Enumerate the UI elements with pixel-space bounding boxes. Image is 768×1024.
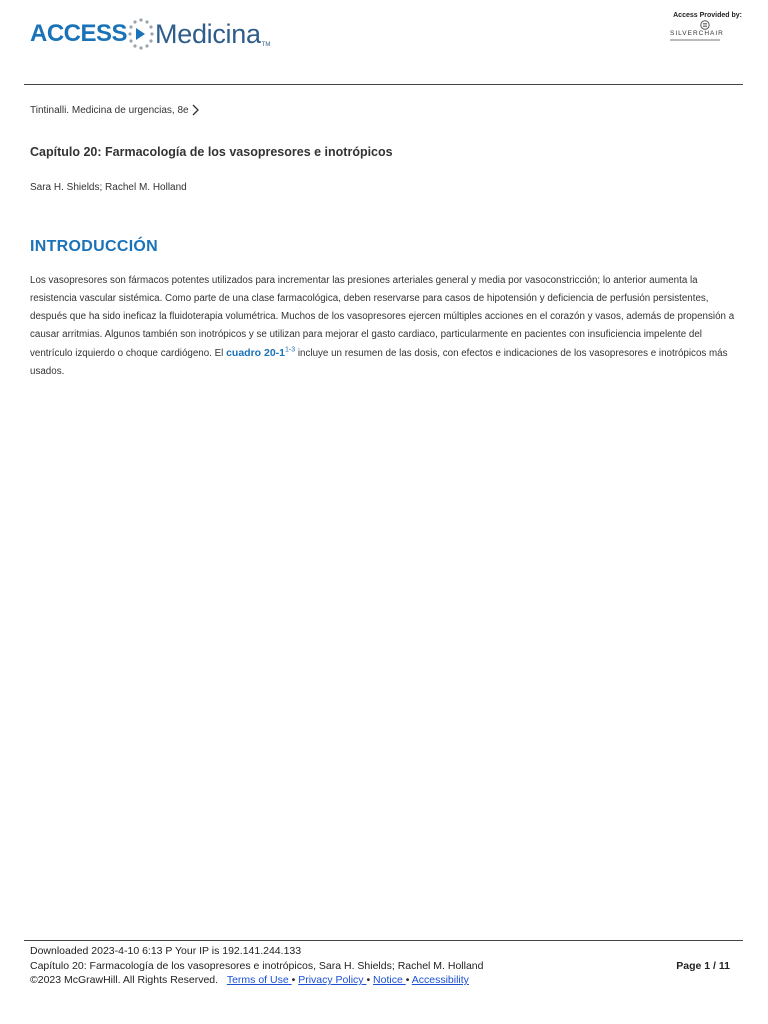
privacy-policy-link[interactable]: Privacy Policy: [298, 974, 367, 986]
footer-separator: •: [291, 974, 299, 986]
footer-separator: •: [405, 974, 412, 986]
copyright-line: [30, 973, 738, 988]
citation-line: Capítulo 20: Farmacología de los vasopresores e inotrópicos, Sara H. Shields; Rachel M. Holland: [30, 959, 484, 972]
provider-label: Access Provided by:: [673, 12, 742, 19]
page-header: [0, 0, 768, 85]
paragraph-text-start: Los vasopresores son fármacos potentes utilizados para incrementar las presiones arteriales general y media por vasoconstricción; lo anterior aumenta la resistencia vascular sistémica. Como parte de una clase farmacológica, deben reservarse para casos de hipotensión y deficiencia de perfusión persistentes, después que ha sido ineficaz la fluidoterapia volumétrica. Muchos de los vasopresores ejercen múltiples acciones en el corazón y vasos, además de propensión a causar arritmias. Algunos también son inotrópicos y se utilizan para mejorar el gasto cardiaco, particularmente en pacientes con insuficiencia impelente del ventrículo izquierdo o choque cardiógeno. El: [30, 275, 735, 359]
footer-divider: [24, 940, 743, 941]
chapter-authors: Sara H. Shields; Rachel M. Holland: [30, 182, 187, 193]
arrow-logo-icon: [128, 17, 154, 51]
intro-paragraph: [30, 272, 736, 381]
reference-superscript[interactable]: 1-3: [285, 346, 296, 354]
table-20-1-link[interactable]: cuadro 20-1: [226, 347, 286, 359]
provider-tagline: [670, 39, 720, 41]
accessibility-link[interactable]: Accessibility: [411, 974, 469, 986]
terms-of-use-link[interactable]: Terms of Use: [226, 974, 292, 986]
access-provider: [668, 12, 742, 41]
download-info: Downloaded 2023-4-10 6:13 P Your IP is 192.141.244.133: [30, 945, 302, 957]
logo-trademark: TM: [261, 42, 271, 48]
section-heading: INTRODUCCIÓN: [30, 238, 159, 255]
notice-link[interactable]: Notice: [373, 974, 406, 986]
copyright-text: ©2023 McGrawHill. All Rights Reserved.: [30, 974, 219, 986]
logo-access-text: ACCESS: [30, 20, 128, 47]
page-footer: [30, 944, 738, 988]
footer-separator: •: [366, 974, 374, 986]
silverchair-icon: [700, 20, 710, 30]
paragraph-text-end: incluye un resumen de las dosis, con efectos e indicaciones de los vasopresores e inotrópicos más usados.: [30, 348, 728, 377]
breadcrumb-book-link[interactable]: Tintinalli. Medicina de urgencias, 8e: [30, 104, 189, 116]
chevron-right-icon[interactable]: [191, 104, 199, 116]
header-divider: [24, 84, 743, 85]
chapter-title: Capítulo 20: Farmacología de los vasopresores e inotrópicos: [30, 145, 393, 159]
logo-medicina-text: Medicina: [155, 18, 261, 49]
provider-name: SILVERCHAIR: [670, 30, 724, 37]
breadcrumb: [30, 104, 199, 116]
accessmedicina-logo[interactable]: [30, 14, 270, 54]
page-number: Page 1 / 11: [676, 960, 730, 972]
